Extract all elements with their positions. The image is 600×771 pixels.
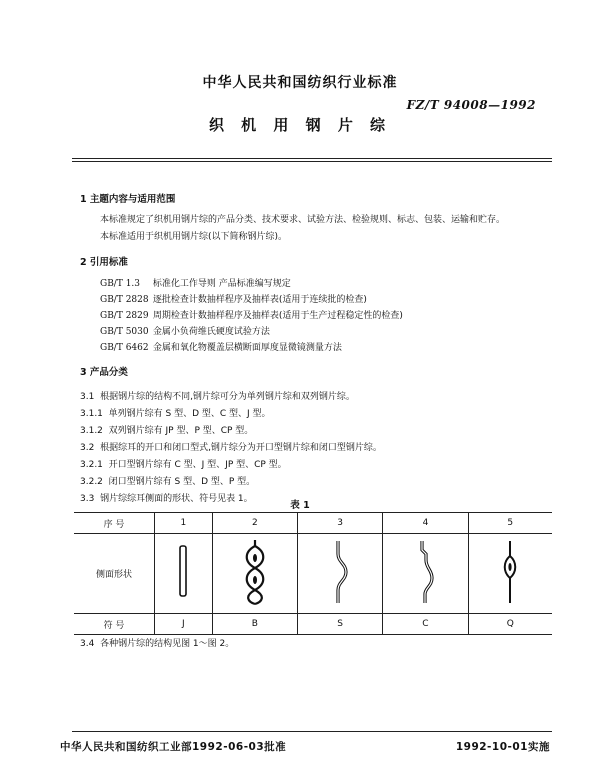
reference-code: GB/T 1.3 xyxy=(100,279,141,289)
table-cell: 3 xyxy=(298,513,383,534)
table-caption: 表 1 xyxy=(290,500,310,511)
reference-code: GB/T 6462 xyxy=(100,343,149,353)
table-row xyxy=(74,614,552,635)
table-cell: 5 xyxy=(468,513,552,534)
clause-text: 根据综耳的开口和闭口型式,钢片综分为开口型钢片综和闭口型钢片综。 xyxy=(100,443,382,453)
reference-title: 周期检查计数抽样程序及抽样表(适用于生产过程稳定性的检查) xyxy=(152,311,403,321)
clause xyxy=(80,423,253,436)
section-1-paragraph-2: 本标准适用于织机用钢片综(以下简称钢片综)。 xyxy=(100,232,288,242)
shape-table xyxy=(74,512,552,635)
table-row xyxy=(74,534,552,614)
issuing-org-heading: 中华人民共和国纺织行业标准 xyxy=(202,75,398,91)
reference-code: GB/T 5030 xyxy=(100,327,149,337)
table-cell: 1 xyxy=(155,513,213,534)
clause-number: 3.2 xyxy=(80,443,95,453)
table-cell: J xyxy=(155,614,213,635)
shape-cell xyxy=(468,534,552,614)
clause xyxy=(80,636,234,649)
standard-number: FZ/T 94008—1992 xyxy=(406,98,536,112)
clause xyxy=(80,457,287,470)
clause-text: 钢片综综耳侧面的形状、符号见表 1。 xyxy=(100,494,253,504)
clause-text: 各种钢片综的结构见图 1～图 2。 xyxy=(100,639,235,649)
row-shape-label: 侧面形状 xyxy=(74,534,155,614)
clause-number: 3.1.1 xyxy=(80,409,103,419)
reference-item xyxy=(100,324,270,337)
reference-item xyxy=(100,276,291,289)
shape-cell xyxy=(212,534,297,614)
heddle-shape-b-icon xyxy=(240,538,270,606)
table-cell: B xyxy=(212,614,297,635)
reference-title: 标准化工作导则 产品标准编写规定 xyxy=(152,279,291,289)
footer-rule xyxy=(72,731,552,732)
reference-title: 金属和氧化物覆盖层横断面厚度显微镜测量方法 xyxy=(152,343,342,353)
heddle-shape-j-icon xyxy=(173,540,193,604)
shape-cell xyxy=(383,534,468,614)
clause xyxy=(80,440,382,453)
title-rule-bottom xyxy=(72,161,552,162)
reference-item xyxy=(100,292,367,305)
section-1-heading: 1 主题内容与适用范围 xyxy=(80,194,176,205)
reference-code: GB/T 2828 xyxy=(100,295,149,305)
reference-item xyxy=(100,340,342,353)
row-header-label: 序 号 xyxy=(74,513,155,534)
title-rule-top xyxy=(72,158,552,159)
reference-item xyxy=(100,308,403,321)
clause-text: 双列钢片综有 JP 型、P 型、CP 型。 xyxy=(108,426,254,436)
clause-number: 3.1 xyxy=(80,392,95,402)
clause-number: 3.2.1 xyxy=(80,460,103,470)
section-3-heading: 3 产品分类 xyxy=(80,367,128,378)
clause-number: 3.1.2 xyxy=(80,426,103,436)
table-row xyxy=(74,513,552,534)
heddle-shape-q-icon xyxy=(495,538,525,606)
clause-number: 3.3 xyxy=(80,494,95,504)
row-symbol-label: 符 号 xyxy=(74,614,155,635)
reference-code: GB/T 2829 xyxy=(100,311,149,321)
shape-cell xyxy=(298,534,383,614)
document-title: 织 机 用 钢 片 综 xyxy=(208,116,392,134)
heddle-shape-c-icon xyxy=(410,538,440,606)
clause xyxy=(80,406,271,419)
clause-number: 3.2.2 xyxy=(80,477,103,487)
table-cell: Q xyxy=(468,614,552,635)
clause-text: 单列钢片综有 S 型、D 型、C 型、J 型。 xyxy=(108,409,271,419)
section-1-paragraph-1: 本标准规定了织机用钢片综的产品分类、技术要求、试验方法、检验规则、标志、包装、运输和贮存。 xyxy=(100,215,506,225)
clause xyxy=(80,474,255,487)
heddle-shape-s-icon xyxy=(325,538,355,606)
clause xyxy=(80,389,355,402)
reference-title: 金属小负荷维氏硬度试验方法 xyxy=(152,327,270,337)
reference-title: 逐批检查计数抽样程序及抽样表(适用于连续批的检查) xyxy=(152,295,367,305)
section-2-heading: 2 引用标准 xyxy=(80,257,128,268)
clause-text: 根据钢片综的结构不同,钢片综可分为单列钢片综和双列钢片综。 xyxy=(100,392,355,402)
shape-cell xyxy=(155,534,213,614)
implementation-date: 1992-10-01实施 xyxy=(455,741,550,753)
table-cell: 2 xyxy=(212,513,297,534)
clause-text: 开口型钢片综有 C 型、J 型、JP 型、CP 型。 xyxy=(108,460,287,470)
clause-number: 3.4 xyxy=(80,639,95,649)
table-cell: C xyxy=(383,614,468,635)
table-cell: 4 xyxy=(383,513,468,534)
table-cell: S xyxy=(298,614,383,635)
clause-text: 闭口型钢片综有 S 型、D 型、P 型。 xyxy=(108,477,256,487)
approval-line: 中华人民共和国纺织工业部1992-06-03批准 xyxy=(60,741,287,753)
